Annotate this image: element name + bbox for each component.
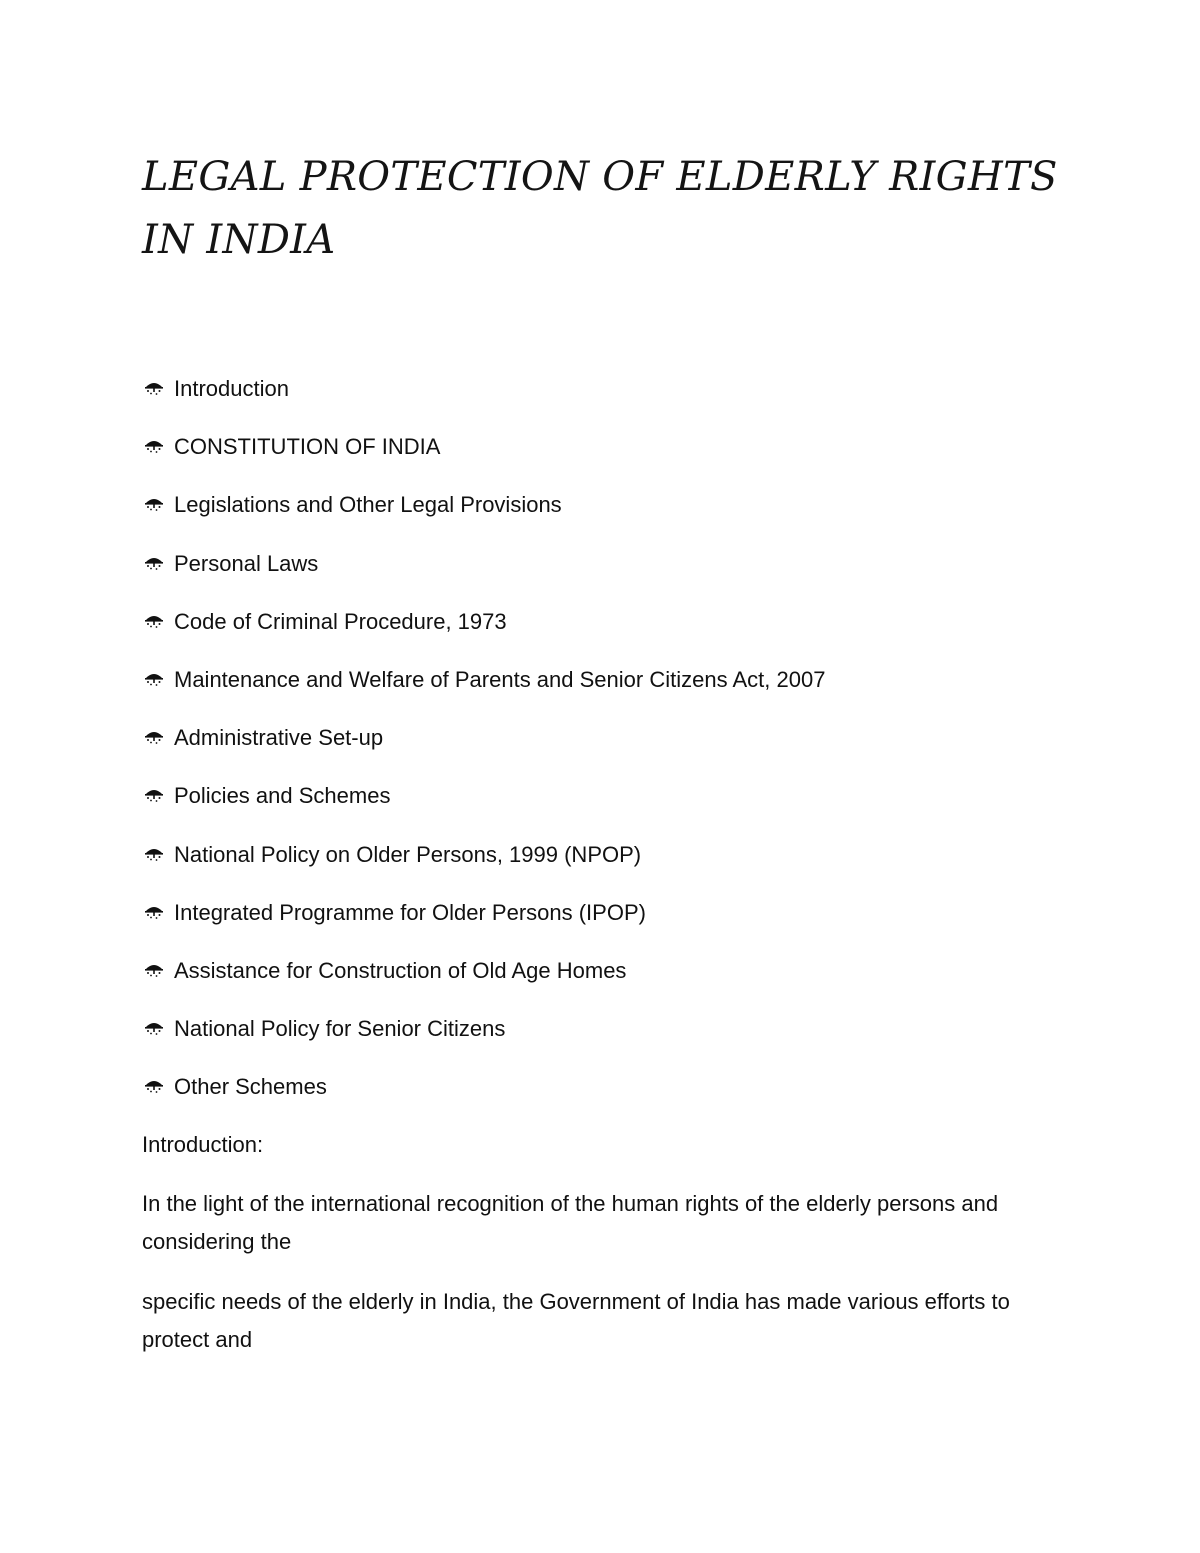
toc-item-label: Legislations and Other Legal Provisions [174,492,562,518]
scales-bullet-icon [143,960,165,982]
toc-item-label: Assistance for Construction of Old Age Homes [174,957,627,983]
scales-bullet-icon [143,494,165,516]
toc-item-label: Code of Criminal Procedure, 1973 [174,608,507,634]
scales-bullet-icon [143,1018,165,1040]
toc-item [143,371,1103,429]
scales-bullet-icon [143,378,165,400]
toc-item [143,720,1103,778]
toc-item [143,429,1103,487]
toc-item [143,837,1103,895]
scales-bullet-icon [143,1076,165,1098]
scales-bullet-icon [143,553,165,575]
toc-item [143,604,1103,662]
scales-bullet-icon [143,436,165,458]
toc-item-label: National Policy on Older Persons, 1999 (NPOP) [174,841,642,867]
body-paragraph: specific needs of the elderly in India, the Government of India has made various efforts to protect and [142,1289,1010,1352]
toc-item-label: CONSTITUTION OF INDIA [174,434,441,460]
toc-item-label: Integrated Programme for Older Persons (IPOP) [174,899,646,925]
scales-bullet-icon [143,727,165,749]
scales-bullet-icon [143,669,165,691]
toc-item [143,662,1103,720]
toc-item-label: Personal Laws [174,550,319,576]
toc-item [143,1011,1103,1069]
toc-item [143,895,1103,953]
toc-item-label: Introduction [174,376,289,401]
scales-bullet-icon [143,844,165,866]
scales-bullet-icon [143,785,165,807]
body-paragraph: In the light of the international recognition of the human rights of the elderly persons and considering the [142,1191,999,1254]
toc-item-label: Maintenance and Welfare of Parents and Senior Citizens Act, 2007 [174,666,826,692]
scales-bullet-icon [143,902,165,924]
toc-item-label: Other Schemes [174,1074,327,1100]
document-title: LEGAL PROTECTION OF ELDERLY RIGHTS IN INDIA [142,154,1058,263]
toc-item-label: Administrative Set-up [174,725,384,751]
scales-bullet-icon [143,611,165,633]
toc-item [143,487,1103,545]
toc-item-label: National Policy for Senior Citizens [174,1016,506,1042]
table-of-contents [143,371,1103,1127]
toc-item [143,778,1103,836]
toc-item [143,953,1103,1011]
toc-item-label: Policies and Schemes [174,783,391,809]
toc-item [143,546,1103,604]
toc-item [143,1069,1103,1127]
section-heading: Introduction: [142,1132,264,1157]
